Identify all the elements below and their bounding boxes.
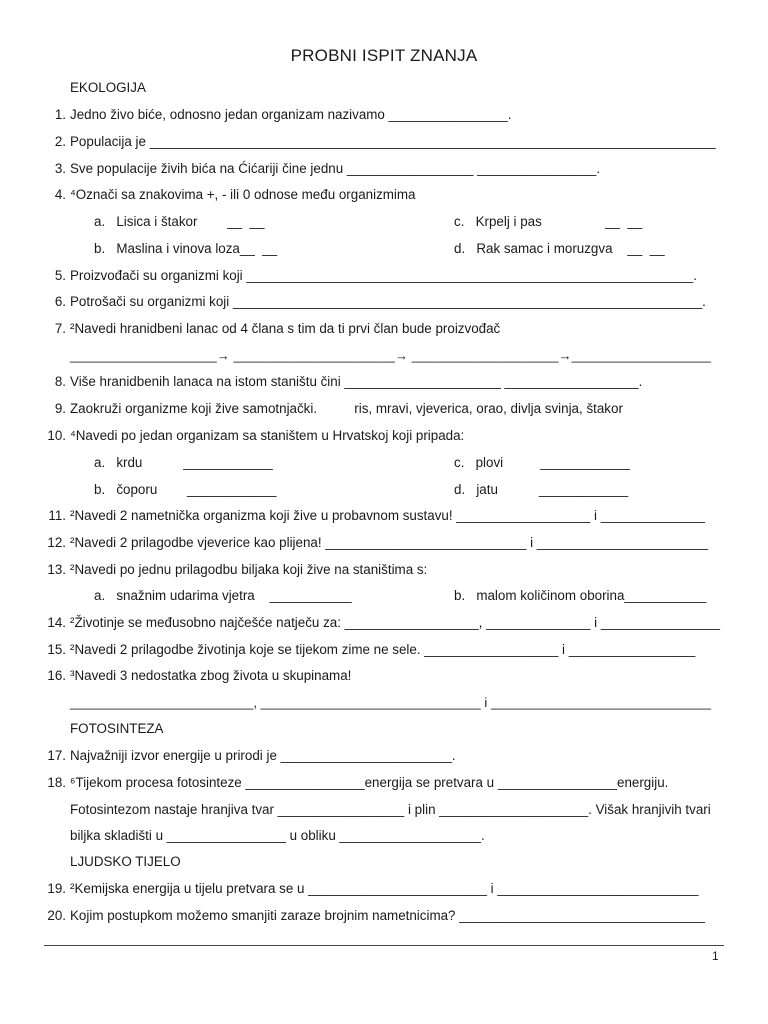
question-12: ²Navedi 2 prilagodbe vjeverice kao plijena! ___________________________ i _______________________	[70, 535, 709, 550]
question-3: Sve populacije živih bića na Ćićariji čine jednu _________________ ________________.	[70, 161, 601, 176]
question-16-answers: _________________________, ______________________________ i ______________________________	[70, 695, 711, 710]
question-9-number: 9.	[54, 401, 66, 416]
question-4-option-a: a. Lisica i štakor __ __	[94, 214, 265, 229]
question-3-number: 3.	[54, 161, 66, 176]
question-18-line-3: biljka skladišti u ________________ u obliku ___________________.	[70, 828, 485, 843]
section-ekologija: EKOLOGIJA	[70, 80, 146, 95]
question-7-number: 7.	[54, 321, 66, 336]
question-2-number: 2.	[54, 134, 66, 149]
question-7: ²Navedi hranidbeni lanac od 4 člana s tim da ti prvi član bude proizvođač	[70, 321, 501, 336]
question-16-number: 16.	[47, 668, 66, 683]
section-fotosinteza: FOTOSINTEZA	[70, 721, 164, 736]
question-4: ⁴Označi sa znakovima +, - ili 0 odnose među organizmima	[70, 187, 416, 202]
page-title: PROBNI ISPIT ZNANJA	[290, 46, 478, 65]
question-10-option-a: a. krdu ____________	[94, 455, 273, 470]
footer-divider	[44, 945, 724, 946]
page-number: 1	[712, 949, 719, 963]
question-14: ²Životinje se međusobno najčešće natječu za: __________________, ______________ i ________________	[70, 615, 720, 630]
question-10-number: 10.	[47, 428, 66, 443]
question-17-number: 17.	[47, 748, 66, 763]
question-7-food-chain: ____________________→ ______________________→ ____________________→___________________	[70, 348, 711, 363]
question-10-option-b: b. čoporu ____________	[94, 482, 277, 497]
question-18-line-2: Fotosintezom nastaje hranjiva tvar _________________ i plin ____________________. Višak hranjivih tvari	[70, 802, 711, 817]
question-10-option-c: c. plovi ____________	[454, 455, 630, 470]
question-18-number: 18.	[47, 775, 66, 790]
question-20-number: 20.	[47, 908, 66, 923]
question-13: ²Navedi po jednu prilagodbu biljaka koji žive na staništima s:	[70, 562, 428, 577]
question-4-option-b: b. Maslina i vinova loza__ __	[94, 241, 278, 256]
question-11-number: 11.	[48, 508, 66, 523]
question-16: ³Navedi 3 nedostatka zbog života u skupinama!	[70, 668, 352, 683]
question-12-number: 12.	[47, 535, 66, 550]
question-11: ²Navedi 2 nametnička organizma koji žive u probavnom sustavu! __________________ i ______________	[70, 508, 706, 523]
question-15-number: 15.	[47, 642, 66, 657]
question-15: ²Navedi 2 prilagodbe životinja koje se tijekom zime ne sele. __________________ i _________________	[70, 642, 696, 657]
question-1-number: 1.	[54, 107, 66, 122]
question-19-number: 19.	[47, 881, 66, 896]
question-4-option-c: c. Krpelj i pas __ __	[454, 214, 643, 229]
question-4-option-d: d. Rak samac i moruzgva __ __	[454, 241, 665, 256]
question-5-number: 5.	[54, 268, 66, 283]
question-6-number: 6.	[54, 294, 66, 309]
question-5: Proizvođači su organizmi koji ____________________________________________________________.	[70, 268, 697, 283]
question-8-number: 8.	[54, 374, 66, 389]
question-10-option-d: d. jatu ____________	[454, 482, 629, 497]
question-13-option-a: a. snažnim udarima vjetra ___________	[94, 588, 352, 603]
question-6: Potrošači su organizmi koji _______________________________________________________________.	[70, 294, 706, 309]
question-2: Populacija je ____________________________________________________________________________	[70, 134, 716, 149]
question-19: ²Kemijska energija u tijelu pretvara se u ________________________ i ___________________________	[70, 881, 699, 896]
question-1: Jedno živo biće, odnosno jedan organizam nazivamo ________________.	[70, 107, 512, 122]
question-20: Kojim postupkom možemo smanjiti zaraze brojnim nametnicima? _________________________________	[70, 908, 705, 923]
question-10: ⁴Navedi po jedan organizam sa staništem u Hrvatskoj koji pripada:	[70, 428, 465, 443]
question-17: Najvažniji izvor energije u prirodi je _______________________.	[70, 748, 456, 763]
question-8: Više hranidbenih lanaca na istom staništu čini _____________________ __________________.	[70, 374, 643, 389]
section-ljudsko-tijelo: LJUDSKO TIJELO	[70, 854, 181, 869]
question-4-number: 4.	[54, 187, 66, 202]
question-14-number: 14.	[47, 615, 66, 630]
question-9: Zaokruži organizme koji žive samotnjački. ris, mravi, vjeverica, orao, divlja svinja, štakor	[70, 401, 623, 416]
question-13-number: 13.	[47, 562, 66, 577]
question-18: ⁶Tijekom procesa fotosinteze ________________energija se pretvara u ________________energiju.	[70, 775, 669, 790]
question-13-option-b: b. malom količinom oborina___________	[454, 588, 707, 603]
